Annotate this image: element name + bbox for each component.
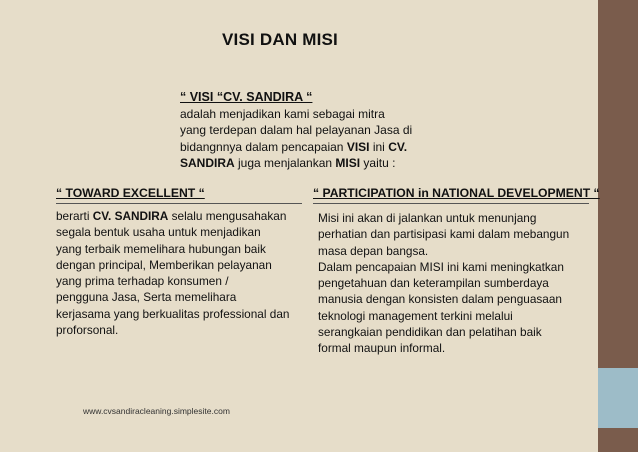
paragraph-line: pengguna Jasa, Serta memelihara xyxy=(56,290,237,305)
paragraph-line: proforsonal. xyxy=(56,323,119,338)
visi-line: yang terdepan dalam hal pelayanan Jasa di xyxy=(180,123,413,138)
visi-line: adalah menjadikan kami sebagai mitra xyxy=(180,107,385,121)
visi-heading: “ VISI “CV. SANDIRA “ xyxy=(180,90,313,104)
participation-paragraph xyxy=(318,210,596,357)
right-divider xyxy=(313,203,589,204)
participation-heading: “ PARTICIPATION in NATIONAL DEVELOPMENT “ xyxy=(313,186,600,200)
paragraph-line: yang prima terhadap konsumen / xyxy=(56,274,229,289)
visi-line: bidangnnya dalam pencapaian VISI ini CV. xyxy=(180,139,408,154)
paragraph-line: Misi ini akan di jalankan untuk menunjang xyxy=(318,211,537,225)
paragraph-line: berarti CV. SANDIRA selalu mengusahakan xyxy=(56,209,287,223)
paragraph-line: formal maupun informal. xyxy=(318,341,446,356)
paragraph-line: masa depan bangsa. xyxy=(318,243,429,258)
paragraph-line: serangkaian pendidikan dan pelatihan baik xyxy=(318,325,542,340)
paragraph-line: pengetahuan dan keterampilan sumberdaya xyxy=(318,276,549,291)
left-divider xyxy=(56,203,302,204)
paragraph-line: dengan principal, Memberikan pelayanan xyxy=(56,257,272,272)
toward-excellent-paragraph xyxy=(56,208,306,338)
paragraph-line: kerjasama yang berkualitas professional dan xyxy=(56,306,290,321)
visi-paragraph xyxy=(180,106,425,172)
paragraph-line: teknologi management terkini melalui xyxy=(318,308,513,323)
paragraph-line: perhatian dan partisipasi kami dalam mebangun xyxy=(318,227,570,242)
visi-line: SANDIRA juga menjalankan MISI yaitu : xyxy=(180,156,396,171)
side-accent-block xyxy=(598,368,638,428)
toward-excellent-heading: “ TOWARD EXCELLENT “ xyxy=(56,186,205,200)
paragraph-line: segala bentuk usaha untuk menjadikan xyxy=(56,225,261,240)
paragraph-line: yang terbaik memelihara hubungan baik xyxy=(56,241,266,256)
paragraph-line: manusia dengan konsisten dalam penguasaan xyxy=(318,292,562,307)
paragraph-line: Dalam pencapaian MISI ini kami meningkatkan xyxy=(318,259,564,274)
page-title: VISI DAN MISI xyxy=(222,30,338,49)
website-footer: www.cvsandiracleaning.simplesite.com xyxy=(83,406,230,416)
